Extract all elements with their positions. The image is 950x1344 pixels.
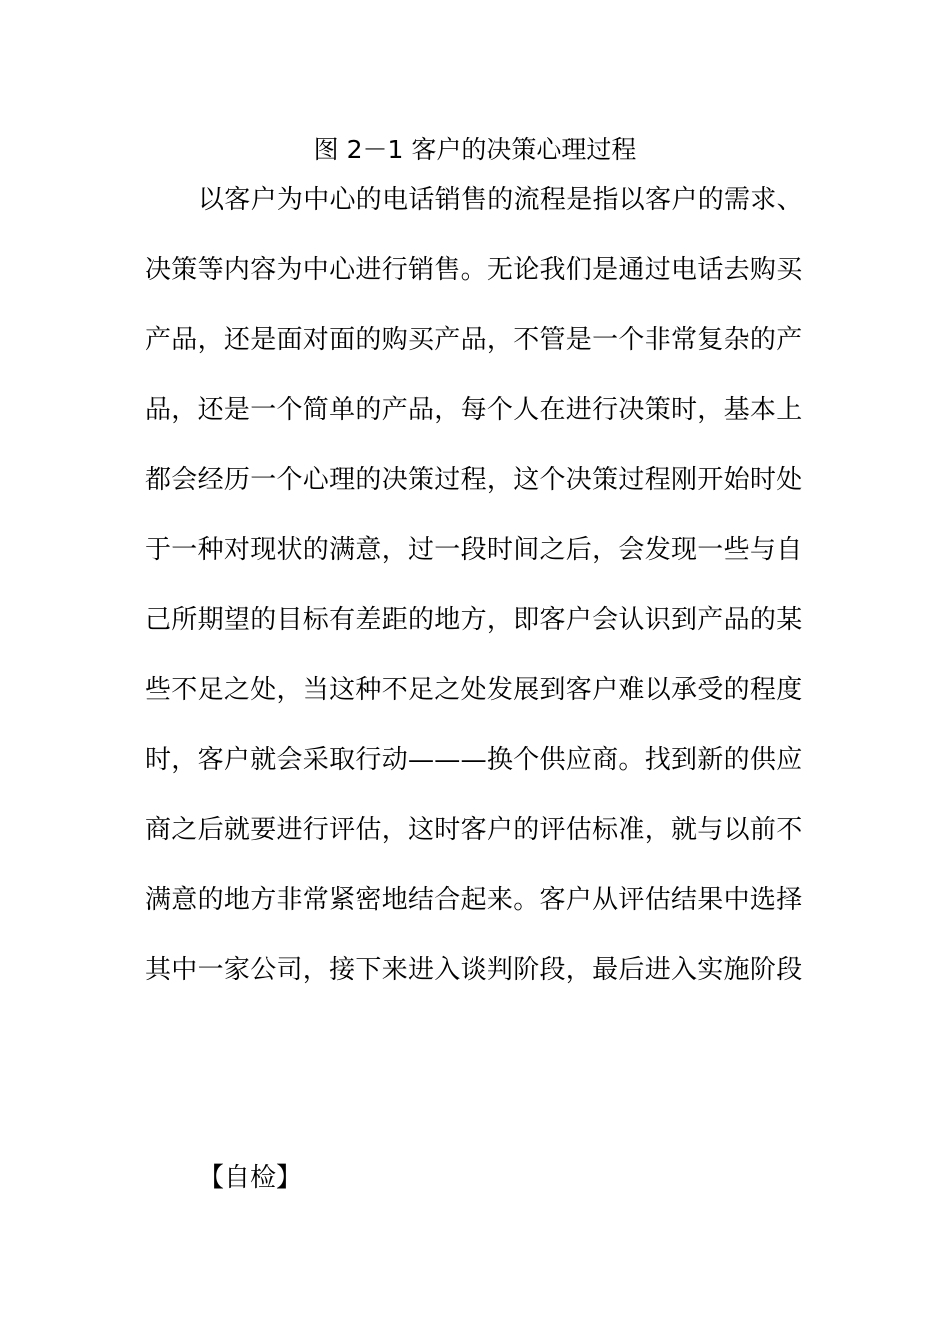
paragraph-line: 商之后就要进行评估，这时客户的评估标准，就与以前不 [145,815,803,845]
paragraph-line: 己所期望的目标有差距的地方，即客户会认识到产品的某 [145,605,803,635]
paragraph-line: 产品，还是面对面的购买产品，不管是一个非常复杂的产 [145,325,803,355]
paragraph-line: 时，客户就会采取行动———换个供应商。找到新的供应 [145,745,803,775]
paragraph-line: 决策等内容为中心进行销售。无论我们是通过电话去购买 [145,255,803,285]
section-heading-self-check: 【自检】 [198,1163,303,1193]
paragraph-line: 其中一家公司，接下来进入谈判阶段，最后进入实施阶段 [145,955,803,985]
paragraph-line: 满意的地方非常紧密地结合起来。客户从评估结果中选择 [145,885,803,915]
paragraph-line: 于一种对现状的满意，过一段时间之后，会发现一些与自 [145,535,803,565]
figure-caption: 图 2－1 客户的决策心理过程 [313,135,637,164]
paragraph-line: 些不足之处，当这种不足之处发展到客户难以承受的程度 [145,675,803,705]
paragraph-line: 以客户为中心的电话销售的流程是指以客户的需求、 [198,185,803,215]
paragraph-line: 都会经历一个心理的决策过程，这个决策过程刚开始时处 [145,465,803,495]
paragraph-line: 品，还是一个简单的产品，每个人在进行决策时，基本上 [145,395,803,425]
